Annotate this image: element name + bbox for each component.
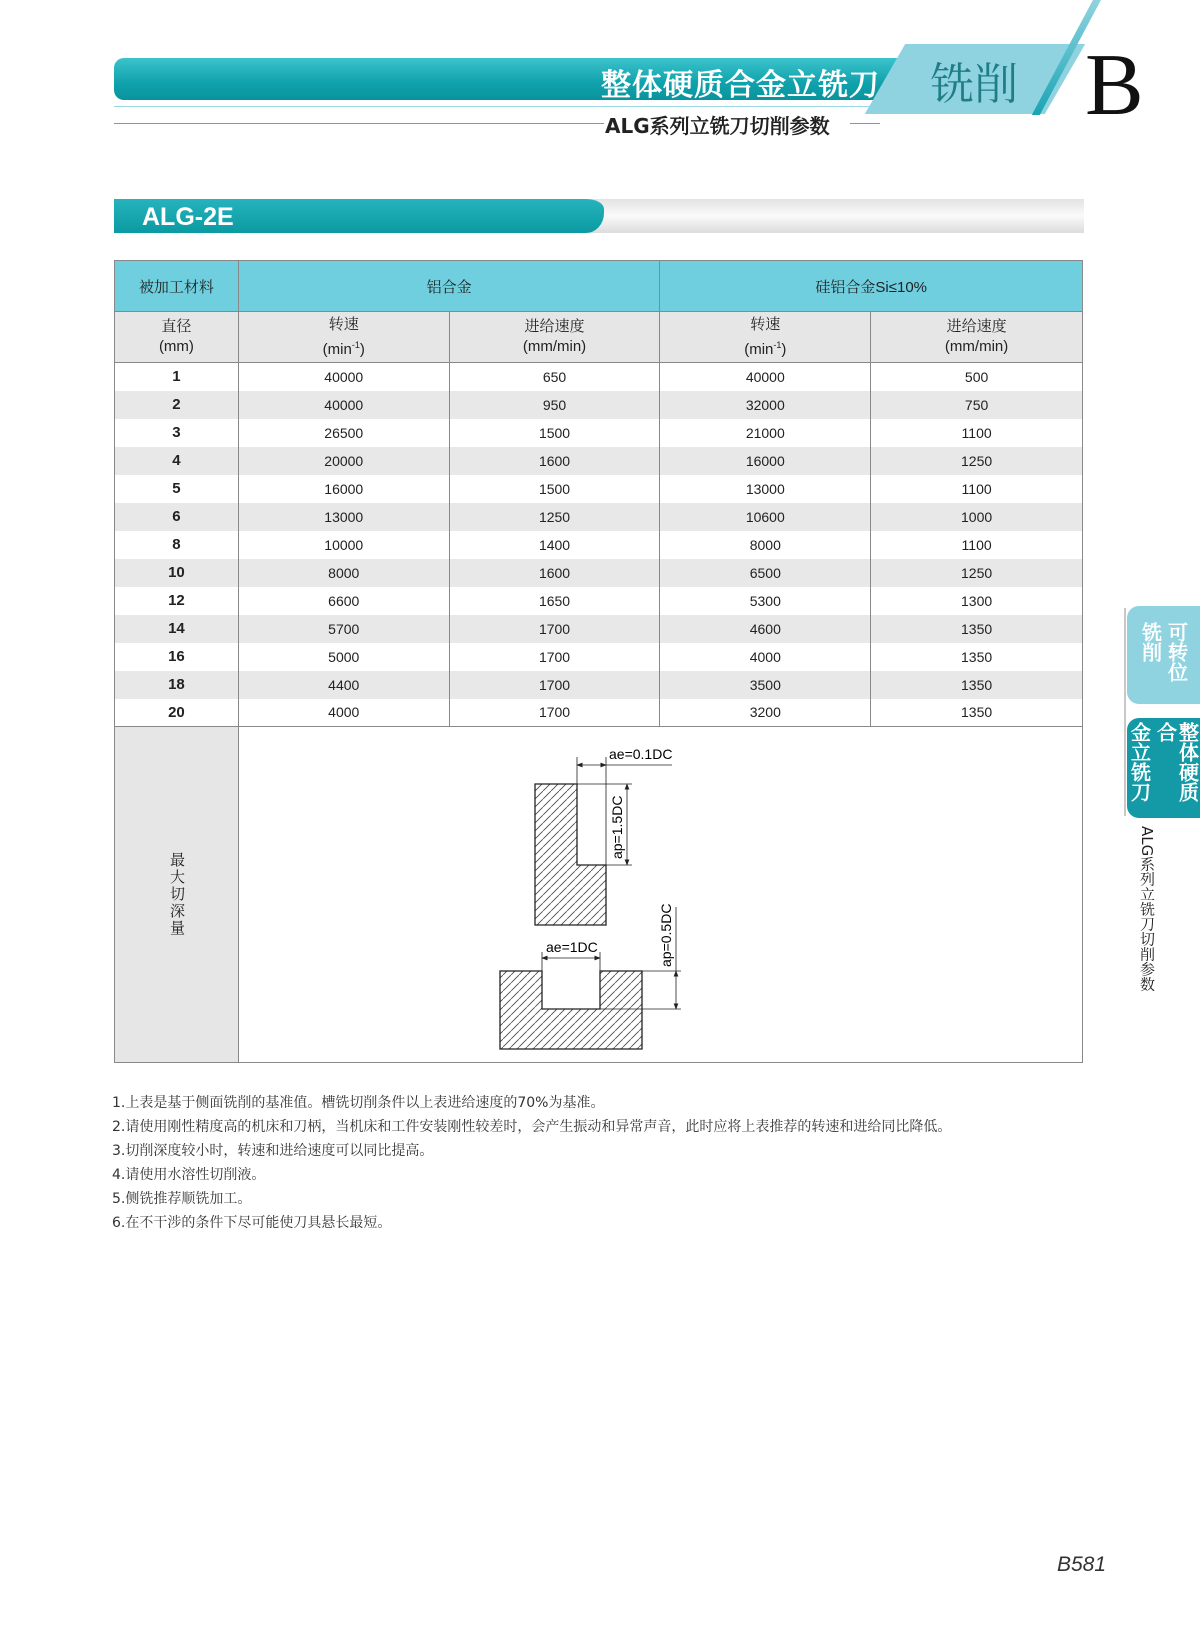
table-cell: 1700	[449, 699, 660, 727]
material-aluminum: 铝合金	[238, 261, 660, 312]
table-cell: 14	[115, 615, 239, 643]
table-row	[115, 699, 1083, 727]
table-cell: 4400	[238, 671, 449, 699]
table-cell: 20	[115, 699, 239, 727]
table-row	[115, 671, 1083, 699]
ap-side-label: ap=1.5DC	[608, 795, 625, 859]
table-cell: 1300	[871, 587, 1083, 615]
table-row	[115, 503, 1083, 531]
table-row	[115, 587, 1083, 615]
table-cell: 750	[871, 391, 1083, 419]
side-tab-indexable-milling[interactable]: 可转位 铣削	[1127, 606, 1200, 704]
note-item: 6.在不干涉的条件下尽可能使刀具悬长最短。	[112, 1215, 392, 1231]
table-cell: 3	[115, 419, 239, 447]
table-cell: 1400	[449, 531, 660, 559]
divider	[850, 123, 880, 124]
table-cell: 1700	[449, 615, 660, 643]
table-row	[115, 531, 1083, 559]
table-cell: 1250	[449, 503, 660, 531]
notes	[112, 1091, 951, 1235]
table-cell: 1700	[449, 671, 660, 699]
table-cell: 10	[115, 559, 239, 587]
table-row	[115, 559, 1083, 587]
divider	[114, 123, 604, 124]
section-label: 铣削	[930, 59, 1018, 110]
table-cell: 6500	[660, 559, 871, 587]
note-item: 4.请使用水溶性切削液。	[112, 1167, 266, 1183]
speed-header: 转速 $(\min^{-1})$	[660, 312, 871, 363]
table-cell: 2	[115, 391, 239, 419]
table-cell: 1	[115, 363, 239, 391]
table-cell: 40000	[238, 363, 449, 391]
table-cell: 13000	[660, 475, 871, 503]
side-tab-rail	[1124, 608, 1126, 816]
table-row	[115, 643, 1083, 671]
note-item: 5.侧铣推荐顺铣加工。	[112, 1191, 252, 1207]
table-cell: 1100	[871, 475, 1083, 503]
diameter-header: 直径 (mm)	[115, 312, 239, 363]
table-cell: 1600	[449, 447, 660, 475]
table-cell: 3500	[660, 671, 871, 699]
table-cell: 18	[115, 671, 239, 699]
table-cell: 8000	[238, 559, 449, 587]
table-cell: 8000	[660, 531, 871, 559]
table-row	[115, 363, 1083, 391]
table-cell: 1350	[871, 643, 1083, 671]
table-cell: 4000	[238, 699, 449, 727]
table-cell: 1350	[871, 699, 1083, 727]
chapter-letter: B	[1085, 37, 1144, 134]
header-title: 整体硬质合金立铣刀	[601, 68, 880, 103]
table-cell: 12	[115, 587, 239, 615]
table-cell: 13000	[238, 503, 449, 531]
material-label: 被加工材料	[115, 261, 239, 312]
note-item: 1.上表是基于侧面铣削的基准值。槽铣切削条件以上表进给速度的70%为基准。	[112, 1095, 605, 1111]
table-cell: 3200	[660, 699, 871, 727]
table-cell: 1500	[449, 475, 660, 503]
speed-header: 转速 $(\min^{-1})$	[238, 312, 449, 363]
table-cell: 40000	[660, 363, 871, 391]
table-cell: 10600	[660, 503, 871, 531]
table-cell: 8	[115, 531, 239, 559]
table-cell: 1600	[449, 559, 660, 587]
note-item: 2.请使用刚性精度高的机床和刀柄，当机床和工件安装刚性较差时，会产生振动和异常声音，此时应将上表推荐的转速和进给同比降低。	[112, 1119, 952, 1135]
divider	[114, 106, 894, 107]
table-cell: 1500	[449, 419, 660, 447]
feed-header: 进给速度 (mm/min)	[871, 312, 1083, 363]
table-cell: 1650	[449, 587, 660, 615]
table-cell: 5000	[238, 643, 449, 671]
material-silicon-aluminum: 硅铝合金Si≤10%	[660, 261, 1083, 312]
feed-header: 进给速度 (mm/min)	[449, 312, 660, 363]
table-cell: 1350	[871, 615, 1083, 643]
table-cell: 1250	[871, 559, 1083, 587]
ap-slot-label: ap=0.5DC	[657, 903, 674, 967]
table-row	[115, 391, 1083, 419]
table-cell: 1250	[871, 447, 1083, 475]
max-depth-label: 最大切深量	[115, 727, 239, 1063]
table-cell: 6600	[238, 587, 449, 615]
table-cell: 4600	[660, 615, 871, 643]
table-row	[115, 615, 1083, 643]
table-cell: 950	[449, 391, 660, 419]
table-cell: 5300	[660, 587, 871, 615]
depth-of-cut-diagram	[239, 727, 1084, 1063]
table-cell: 1100	[871, 419, 1083, 447]
table-cell: 16000	[238, 475, 449, 503]
model-title: ALG-2E	[142, 203, 234, 231]
table-cell: 16	[115, 643, 239, 671]
table-cell: 1100	[871, 531, 1083, 559]
table-cell: 20000	[238, 447, 449, 475]
table-cell: 21000	[660, 419, 871, 447]
ae-side-label: ae=0.1DC	[608, 746, 673, 762]
table-cell: 6	[115, 503, 239, 531]
subtitle: ALG系列立铣刀切削参数	[605, 114, 830, 138]
side-caption: ALG系列立铣刀切削参数	[1138, 826, 1156, 992]
page-number: B581	[1057, 1553, 1107, 1576]
table-cell: 16000	[660, 447, 871, 475]
side-tab-solid-carbide-endmill[interactable]: 整体硬质合 金立铣刀	[1127, 718, 1200, 818]
note-item: 3.切削深度较小时，转速和进给速度可以同比提高。	[112, 1143, 434, 1159]
table-cell: 4000	[660, 643, 871, 671]
table-cell: 4	[115, 447, 239, 475]
table-cell: 26500	[238, 419, 449, 447]
table-cell: 1350	[871, 671, 1083, 699]
table-cell: 40000	[238, 391, 449, 419]
ae-slot-label: ae=1DC	[545, 939, 598, 955]
table-cell: 500	[871, 363, 1083, 391]
table-cell: 1700	[449, 643, 660, 671]
cutting-parameters-table	[114, 260, 1083, 1063]
table-cell: 10000	[238, 531, 449, 559]
table-row	[115, 475, 1083, 503]
table-cell: 1000	[871, 503, 1083, 531]
table-cell: 650	[449, 363, 660, 391]
table-cell: 5700	[238, 615, 449, 643]
table-row	[115, 419, 1083, 447]
table-row	[115, 447, 1083, 475]
table-cell: 32000	[660, 391, 871, 419]
table-cell: 5	[115, 475, 239, 503]
depth-diagram	[238, 727, 1082, 1063]
